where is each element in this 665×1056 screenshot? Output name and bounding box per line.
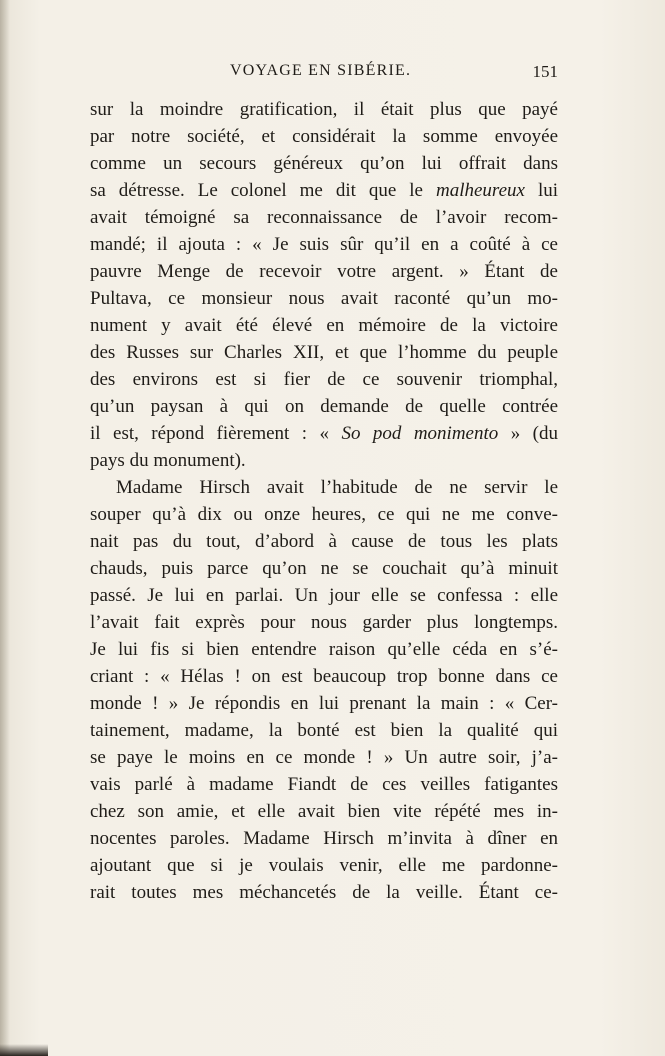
text-segment: monde ! » Je répondis en lui prenant la main : « Cer- — [90, 693, 558, 714]
text-segment: vais parlé à madame Fiandt de ces veilles fatigantes — [90, 774, 558, 795]
text-segment: souper qu’à dix ou onze heures, ce qui ne me conve- — [90, 504, 558, 525]
text-line — [90, 231, 558, 258]
text-line — [90, 717, 558, 744]
text-line — [90, 474, 558, 501]
text-line — [90, 798, 558, 825]
text-segment: lui — [524, 180, 558, 201]
text-line — [90, 393, 558, 420]
text-line — [90, 285, 558, 312]
text-segment: des environs est si fier de ce souvenir triomphal, — [90, 369, 558, 390]
text-segment: criant : « Hélas ! on est beaucoup trop bonne dans ce — [90, 666, 558, 687]
running-title: VOYAGE EN SIBÉRIE. — [230, 62, 412, 79]
page-number: 151 — [532, 62, 558, 81]
text-line — [90, 312, 558, 339]
text-line — [90, 555, 558, 582]
text-segment: sur la moindre gratification, il était plus que payé — [90, 99, 558, 120]
text-segment: nait pas du tout, d’abord à cause de tous les plats — [90, 531, 558, 552]
text-line — [90, 852, 558, 879]
body-text — [90, 96, 558, 906]
text-segment: Madame Hirsch avait l’habitude de ne servir le — [116, 477, 558, 498]
text-line — [90, 663, 558, 690]
page-header — [90, 62, 558, 86]
text-line — [90, 420, 558, 447]
text-line — [90, 825, 558, 852]
text-line — [90, 771, 558, 798]
text-line — [90, 609, 558, 636]
binding-shadow — [0, 0, 10, 1056]
text-segment: mandé; il ajouta : « Je suis sûr qu’il en a coûté à ce — [90, 234, 558, 255]
page-edge-shadow — [0, 1044, 48, 1056]
text-line — [90, 447, 558, 474]
text-segment: comme un secours généreux qu’on lui offrait dans — [90, 153, 558, 174]
text-segment: avait témoigné sa reconnaissance de l’avoir recom- — [90, 207, 558, 228]
text-segment: Pultava, ce monsieur nous avait raconté qu’un mo- — [90, 288, 558, 309]
text-segment: pays du monument). — [90, 450, 246, 471]
text-line — [90, 744, 558, 771]
text-segment: sa détresse. Le colonel me dit que le — [90, 180, 436, 201]
text-segment: » (du — [498, 423, 558, 444]
text-line — [90, 528, 558, 555]
text-line — [90, 150, 558, 177]
text-line — [90, 501, 558, 528]
text-line — [90, 258, 558, 285]
italic-text: So pod monimento — [341, 423, 499, 444]
text-segment: rait toutes mes méchancetés de la veille. Étant ce- — [90, 882, 558, 903]
text-segment: se paye le moins en ce monde ! » Un autre soir, j’a- — [90, 747, 558, 768]
text-line — [90, 177, 558, 204]
text-segment: passé. Je lui en parlai. Un jour elle se confessa : elle — [90, 585, 558, 606]
text-segment: qu’un paysan à qui on demande de quelle contrée — [90, 396, 558, 417]
text-line — [90, 96, 558, 123]
text-segment: tainement, madame, la bonté est bien la qualité qui — [90, 720, 558, 741]
text-line — [90, 879, 558, 906]
text-line — [90, 204, 558, 231]
text-segment: par notre société, et considérait la somme envoyée — [90, 126, 558, 147]
text-segment: chauds, puis parce qu’on ne se couchait qu’à minuit — [90, 558, 558, 579]
text-segment: il est, répond fièrement : « — [90, 423, 342, 444]
text-segment: l’avait fait exprès pour nous garder plus longtemps. — [90, 612, 558, 633]
text-line — [90, 582, 558, 609]
text-segment: Je lui fis si bien entendre raison qu’elle céda en s’é- — [90, 639, 558, 660]
italic-text: malheureux — [435, 180, 525, 201]
text-segment: nument y avait été élevé en mémoire de la victoire — [90, 315, 558, 336]
text-line — [90, 690, 558, 717]
text-segment: pauvre Menge de recevoir votre argent. » Étant de — [90, 261, 558, 282]
text-segment: chez son amie, et elle avait bien vite répété mes in- — [90, 801, 558, 822]
text-segment: ajoutant que si je voulais venir, elle me pardonne- — [90, 855, 558, 876]
text-segment: nocentes paroles. Madame Hirsch m’invita à dîner en — [90, 828, 558, 849]
text-line — [90, 366, 558, 393]
text-segment: des Russes sur Charles XII, et que l’homme du peuple — [90, 342, 558, 363]
text-line — [90, 123, 558, 150]
text-line — [90, 636, 558, 663]
text-line — [90, 339, 558, 366]
